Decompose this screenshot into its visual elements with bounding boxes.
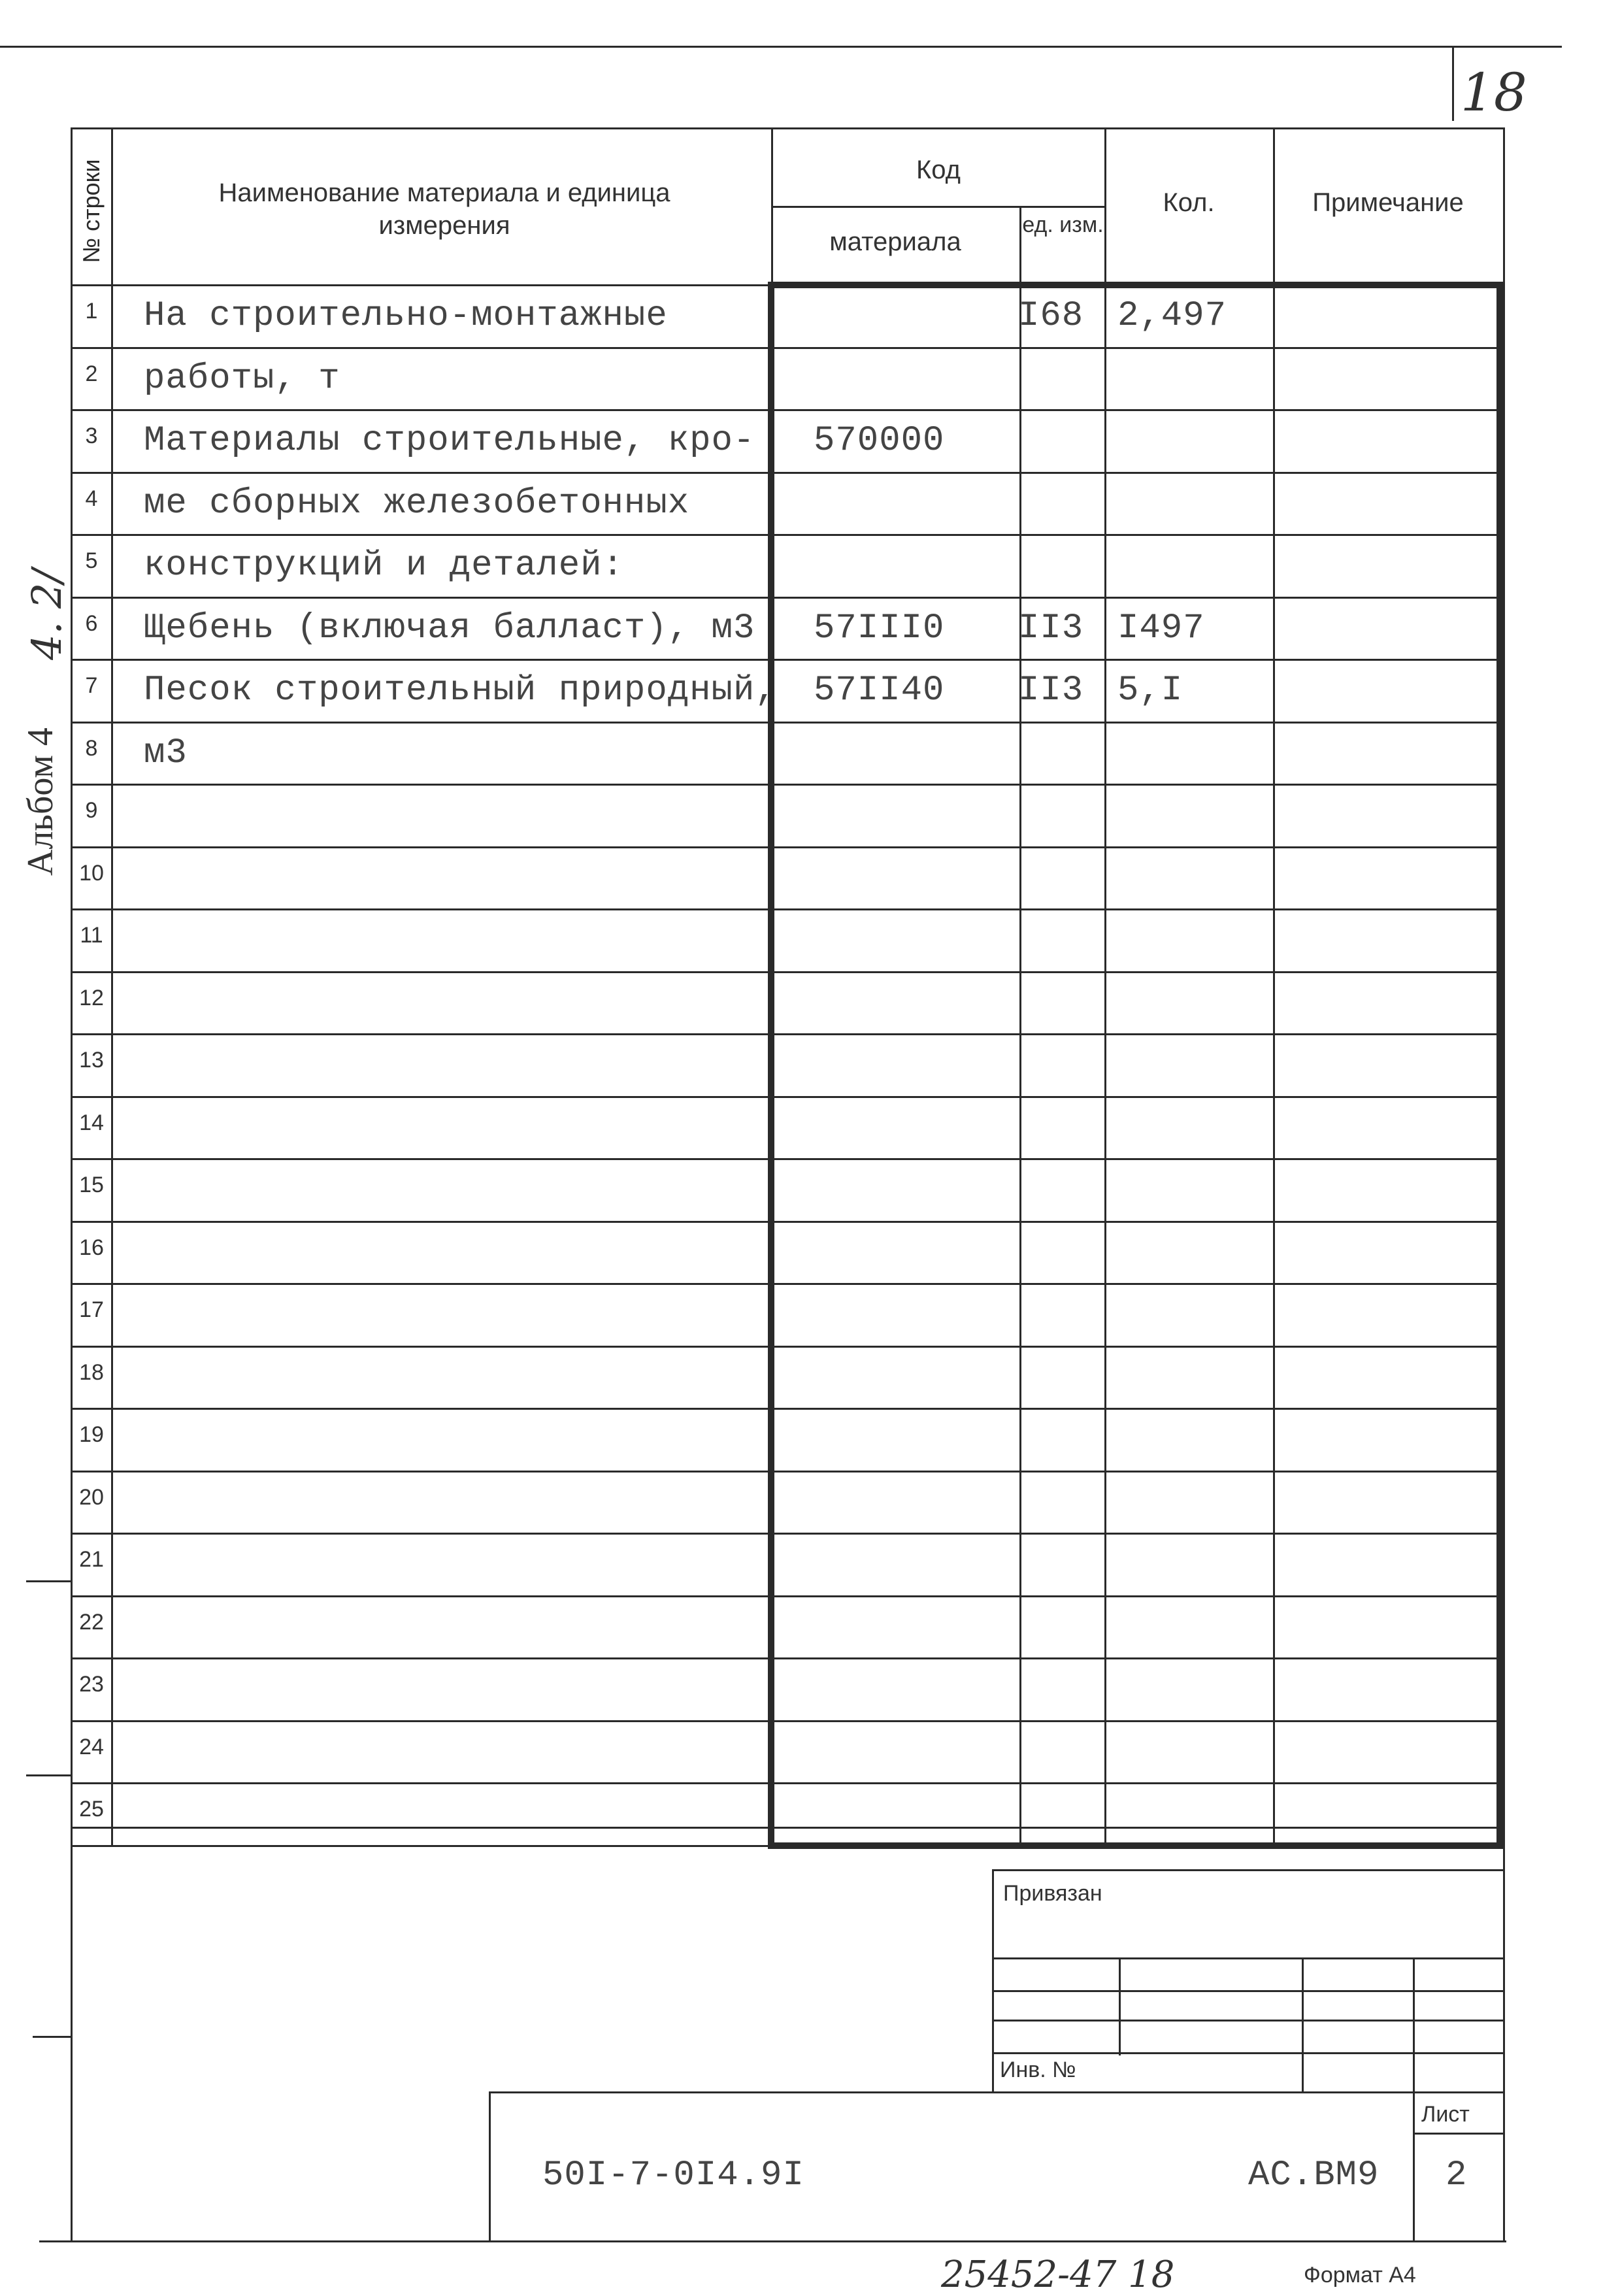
row-number: 5 bbox=[85, 548, 98, 573]
table-row bbox=[71, 347, 1498, 349]
album-label: Альбом 4 bbox=[20, 727, 61, 876]
privyazan-label: Привязан bbox=[1003, 1881, 1102, 1906]
table-row bbox=[71, 846, 1498, 848]
row-number: 1 bbox=[85, 299, 98, 324]
stamp-divider bbox=[1302, 1957, 1304, 2091]
stamp-divider bbox=[1119, 1957, 1121, 2055]
table-row bbox=[71, 1221, 1498, 1223]
table-row bbox=[71, 971, 1498, 973]
grid-column-line bbox=[1273, 284, 1275, 1845]
inv-no-label: Инв. № bbox=[1000, 2057, 1076, 2082]
table-row bbox=[71, 1533, 1498, 1535]
row-number: 8 bbox=[85, 736, 98, 761]
table-row bbox=[71, 1096, 1498, 1098]
table-row bbox=[71, 722, 1498, 724]
table-row bbox=[71, 1595, 1498, 1597]
row-number: 20 bbox=[79, 1485, 104, 1510]
cell-name: Материалы строительные, кро- bbox=[144, 421, 755, 461]
page-number-divider bbox=[1452, 46, 1454, 121]
row-number: 18 bbox=[79, 1360, 104, 1385]
stamp-divider bbox=[1413, 1957, 1415, 2240]
row-number: 4 bbox=[85, 486, 98, 511]
footer-format: Формат А4 bbox=[1304, 2263, 1416, 2288]
table-row bbox=[71, 659, 1498, 661]
row-number: 13 bbox=[79, 1048, 104, 1073]
grid-boundary-line bbox=[768, 282, 1503, 288]
table-row bbox=[71, 409, 1498, 411]
cell-material: 57II40 bbox=[814, 671, 945, 710]
margin-tick bbox=[26, 1774, 72, 1776]
table-row bbox=[71, 1720, 1498, 1722]
cell-qty: 2,497 bbox=[1117, 296, 1227, 336]
cell-name: Щебень (включая балласт), м3 bbox=[144, 608, 755, 648]
cell-name: На строительно-монтажные bbox=[144, 296, 668, 336]
row-number: 2 bbox=[85, 361, 98, 386]
cell-name: работы, т bbox=[144, 359, 340, 399]
margin-tick bbox=[33, 2036, 72, 2038]
stamp-line bbox=[992, 1990, 1505, 1992]
table-row bbox=[71, 1158, 1498, 1160]
cell-unit: II3 bbox=[1018, 671, 1084, 710]
table-row bbox=[71, 1283, 1498, 1285]
row-number: 15 bbox=[79, 1173, 104, 1197]
cell-qty: 5,I bbox=[1117, 671, 1183, 710]
row-number: 17 bbox=[79, 1297, 104, 1322]
frame-right bbox=[1503, 127, 1505, 2242]
cell-qty: I497 bbox=[1117, 608, 1205, 648]
stamp-divider bbox=[489, 2091, 491, 2240]
header-row-no-text: № строки bbox=[78, 158, 105, 263]
row-number: 11 bbox=[80, 923, 103, 948]
table-row bbox=[71, 1346, 1498, 1348]
header-bottom-line bbox=[71, 284, 770, 286]
sheet-number: 2 bbox=[1446, 2155, 1468, 2195]
top-border-line bbox=[0, 46, 1562, 48]
header-material: материала bbox=[829, 227, 961, 256]
cell-material: 570000 bbox=[814, 421, 945, 461]
header-row-no bbox=[72, 141, 111, 281]
stamp-line bbox=[489, 2091, 1505, 2093]
cell-name: ме сборных железобетонных bbox=[144, 484, 690, 524]
stamp-line bbox=[992, 2052, 1505, 2054]
row-number: 23 bbox=[79, 1672, 104, 1697]
cell-unit: I68 bbox=[1018, 296, 1084, 336]
header-divider bbox=[111, 127, 113, 284]
stamp-line bbox=[992, 2020, 1505, 2021]
row-number: 6 bbox=[85, 611, 98, 636]
stamp-divider bbox=[992, 1869, 994, 2093]
table-row bbox=[71, 908, 1498, 910]
cell-name: Песок строительный природный, bbox=[144, 671, 777, 710]
cell-unit: II3 bbox=[1018, 608, 1084, 648]
page-number: 18 bbox=[1461, 62, 1527, 123]
grid-column-line bbox=[111, 284, 113, 1845]
table-row bbox=[71, 1845, 1498, 1847]
grid-column-line bbox=[1019, 284, 1021, 1845]
table-row bbox=[71, 534, 1498, 536]
grid-column-line bbox=[768, 284, 774, 1845]
doc-code: 50I-7-0I4.9I bbox=[542, 2155, 804, 2195]
table-row bbox=[71, 1033, 1498, 1035]
stamp-line bbox=[992, 1869, 1505, 1871]
table-row bbox=[71, 1471, 1498, 1472]
cell-name: м3 bbox=[144, 733, 188, 773]
table-row bbox=[71, 1782, 1498, 1784]
doc-mark: АС.ВМ9 bbox=[1248, 2155, 1380, 2195]
row-number: 21 bbox=[79, 1547, 104, 1572]
row-number: 22 bbox=[79, 1610, 104, 1635]
footer-handwritten-number: 25452-47 18 bbox=[941, 2254, 1175, 2296]
row-number: 12 bbox=[79, 986, 104, 1010]
margin-tick bbox=[26, 1580, 72, 1582]
row-number: 7 bbox=[85, 673, 98, 698]
header-name: Наименование материала и единица измерения bbox=[218, 178, 670, 240]
header-divider bbox=[771, 206, 1106, 208]
table-row bbox=[71, 597, 1498, 599]
stamp-line bbox=[1413, 2133, 1505, 2135]
row-number: 16 bbox=[79, 1235, 104, 1260]
grid-column-line bbox=[1496, 284, 1503, 1845]
sheet-label: Лист bbox=[1421, 2102, 1470, 2127]
table-row bbox=[71, 1408, 1498, 1410]
table-row bbox=[71, 784, 1498, 786]
stamp-top bbox=[71, 1827, 1505, 1829]
row-number: 14 bbox=[79, 1110, 104, 1135]
row-number: 3 bbox=[85, 424, 98, 448]
table-row bbox=[71, 1657, 1498, 1659]
frame-top bbox=[71, 127, 1505, 129]
row-number: 24 bbox=[79, 1735, 104, 1759]
cell-name: конструкций и деталей: bbox=[144, 546, 624, 586]
stamp-line bbox=[992, 1957, 1505, 1959]
table-row bbox=[71, 472, 1498, 474]
row-number: 25 bbox=[79, 1797, 104, 1822]
row-number: 9 bbox=[85, 798, 98, 823]
header-note: Примечание bbox=[1312, 188, 1464, 217]
header-unit: ед. изм. bbox=[1022, 212, 1104, 237]
row-number: 19 bbox=[79, 1422, 104, 1447]
header-code: Код bbox=[916, 156, 961, 184]
grid-column-line bbox=[1104, 284, 1106, 1845]
header-qty: Кол. bbox=[1163, 188, 1215, 217]
frame-bottom bbox=[39, 2240, 1506, 2242]
cell-material: 57III0 bbox=[814, 608, 945, 648]
row-number: 10 bbox=[79, 861, 104, 886]
margin-handwritten-note: 4. 2/ bbox=[23, 569, 71, 660]
